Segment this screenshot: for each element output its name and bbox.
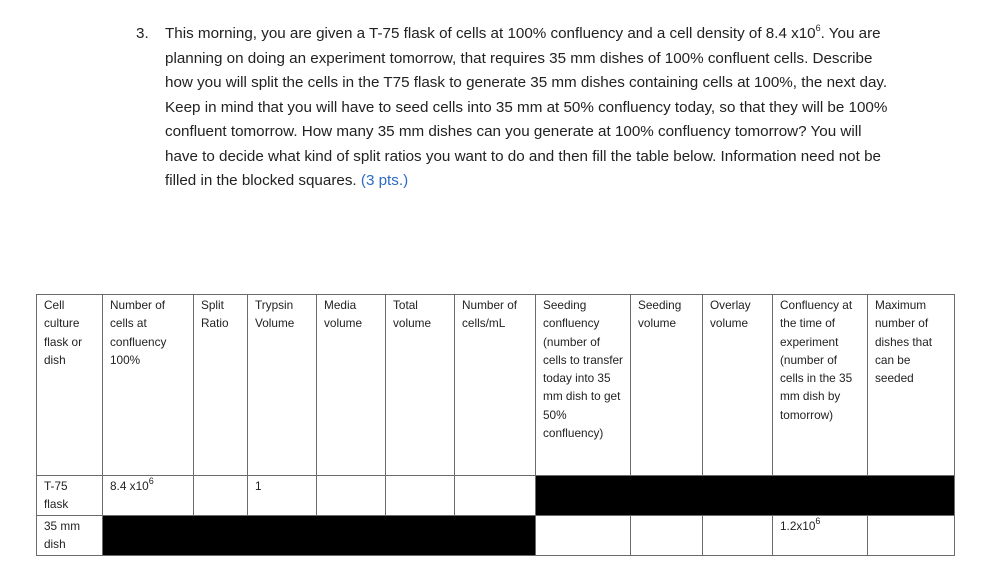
blocked-region-dish	[103, 516, 536, 556]
header-seeding-confluency: Seeding confluency (number of cells to transfer today into 35 mm dish to get 50% confluency)	[536, 295, 631, 476]
header-seeding-volume: Seeding volume	[631, 295, 703, 476]
cell-dish-confluency-at-experiment	[773, 516, 868, 556]
header-number-of-cells: Number of cells at confluency 100%	[103, 295, 194, 476]
cell-dish-maximum-dishes[interactable]	[868, 516, 955, 556]
cell-t75-split-ratio[interactable]	[194, 476, 248, 516]
header-overlay-volume: Overlay volume	[703, 295, 773, 476]
answer-table	[36, 294, 955, 556]
table-row-35mm-dish	[37, 516, 955, 556]
cell-t75-cells-per-ml[interactable]	[455, 476, 536, 516]
cell-dish-seeding-confluency[interactable]	[536, 516, 631, 556]
points-label: (3 pts.)	[360, 172, 409, 189]
cell-t75-total-volume[interactable]	[386, 476, 455, 516]
cell-t75-trypsin-volume[interactable]: 1	[248, 476, 317, 516]
dish-confluency-base: 1.2x10	[780, 519, 816, 533]
question-text	[165, 22, 890, 194]
header-maximum-dishes: Maximum number of dishes that can be seeded	[868, 295, 955, 476]
table-row-t75	[37, 476, 955, 516]
dish-confluency-exponent: 6	[815, 516, 821, 527]
blocked-region-t75	[536, 476, 955, 516]
header-row	[37, 295, 955, 476]
cell-t75-label: T-75 flask	[37, 476, 103, 516]
t75-cells-base: 8.4 x10	[110, 479, 149, 493]
header-split-ratio: Split Ratio	[194, 295, 248, 476]
t75-cells-exponent: 6	[148, 476, 154, 487]
question-number: 3.	[136, 25, 149, 42]
header-media-volume: Media volume	[317, 295, 386, 476]
question-text-part-1: This morning, you are given a T-75 flask of cells at 100% confluency and a cell density of 8.4 x10	[165, 25, 816, 42]
cell-t75-media-volume[interactable]	[317, 476, 386, 516]
header-confluency-at-experiment: Confluency at the time of experiment (number of cells in the 35 mm dish by tomorrow)	[773, 295, 868, 476]
header-cells-per-ml: Number of cells/mL	[455, 295, 536, 476]
header-cell-culture: Cell culture flask or dish	[37, 295, 103, 476]
cell-t75-number-of-cells	[103, 476, 194, 516]
cell-dish-seeding-volume[interactable]	[631, 516, 703, 556]
cell-dish-label: 35 mm dish	[37, 516, 103, 556]
header-trypsin-volume: Trypsin Volume	[248, 295, 317, 476]
question-exponent: 6	[815, 22, 821, 33]
header-total-volume: Total volume	[386, 295, 455, 476]
cell-dish-overlay-volume[interactable]	[703, 516, 773, 556]
question-text-part-2: . You are planning on doing an experiment tomorrow, that requires 35 mm dishes of 100% confluent cells. Describe how you will split the cells in the T75 flask to generate 35 mm dishes containing cells at 100%, the next day. Keep in mind that you will have to seed cells into 35 mm at 50% confluency today, so that they will be 100% confluent tomorrow. How many 35 mm dishes can you generate at 100% confluency tomorrow? You will have to decide what kind of split ratios you want to do and then fill the table below. Information need not be filled in the blocked squares.	[165, 25, 888, 189]
